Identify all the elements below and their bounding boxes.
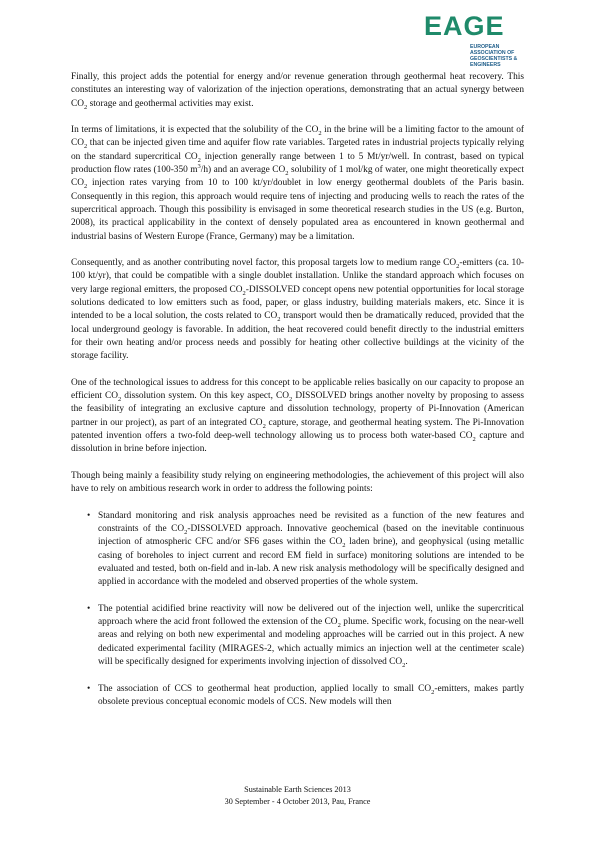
bullet-icon: •	[87, 510, 91, 521]
logo-line: ASSOCIATION OF	[470, 50, 515, 56]
logo-mark: EAGE	[424, 11, 505, 41]
paragraph: In terms of limitations, it is expected that the solubility of the $CO_2$ in the brine will be a limiting factor to the amount of $CO_2$ that can be injected given time and aquifer flow rate variables. Targeted rates in industrial projects typically relying on the standard supercritical $CO_2$ injection generally range between 1 to 5 Mt/yr/well. In contrast, based on typical production flow rates (100-350 $m^3/h$) and an average $CO_2$ solubility of 1 mol/kg of water, one might theoretically expect $CO_2$ injection rates varying from 10 to 100 kt/yr/doublet in low energy geothermal doublets of the Paris basin. Consequently in this region, this approach would require tens of injecting and producing wells to reach the rates of the supercritical approach. Though this possibility is envisaged in some theoretical research studies in the US (e.g. Burton, 2008), its practical applicability in the context of densely populated area as encountered in known geothermal and industrial basins of Western Europe (France, Germany) may be a limitation.	[71, 125, 524, 242]
footer-conference: Sustainable Earth Sciences 2013	[244, 785, 351, 794]
logo-line: ENGINEERS	[470, 62, 501, 68]
page-footer	[0, 784, 595, 807]
list-item: • The association of CCS to geothermal heat production, applied locally to small $CO_2$-emitters, makes partly obsolete previous conceptual economic models of CCS. New models will then	[87, 683, 524, 707]
list-item: • Standard monitoring and risk analysis approaches need be revisited as a function of the new features and constraints of the $CO_2$-DISSOLVED approach. Innovative geochemical (based on the inevitable continuous injection of atmospheric CFC and/or SF6 gases within the $CO_2$ laden brine), and geophysical (using metallic casing of boreholes to inject current and record EM field in surface) monitoring solutions are intended to be evaluated and tested, both on-field and in-lab. A new risk analysis methodology will be specifically designed and applied in accordance with the modeled and observed properties of the whole system.	[87, 510, 524, 588]
logo-line: GEOSCIENTISTS &	[470, 56, 518, 62]
list-item: • The potential acidified brine reactivity will now be delivered out of the injection well, unlike the supercritical approach where the acid front followed the extension of the $CO_2$ plume. Specific work, focusing on the near-well areas and relying on both new experimental and modeling approaches will be carried out in this project. A new dedicated experimental facility (MIRAGES-2, which actually mimics an injection well at the centimeter scale) will be specifically designed for experiments involving injection of dissolved $CO_2$.	[87, 603, 524, 669]
paragraph: Though being mainly a feasibility study relying on engineering methodologies, the achievement of this project will also have to rely on ambitious research work in order to address the following points:	[71, 470, 524, 495]
logo-subtitle	[470, 44, 528, 68]
eage-logo	[424, 12, 528, 68]
logo-line: EUROPEAN	[470, 44, 500, 50]
bullet-list	[71, 510, 524, 709]
bullet-icon: •	[87, 603, 91, 614]
bullet-icon: •	[87, 683, 91, 694]
footer-dates: 30 September - 4 October 2013, Pau, France	[224, 796, 371, 806]
paragraph: Finally, this project adds the potential for energy and/or revenue generation through geothermal heat recovery. This constitutes an interesting way of valorization of the injection operations, demonstrating that an actual synergy between $CO_2$ storage and geothermal activities may exist.	[71, 72, 524, 111]
paragraph: One of the technological issues to address for this concept to be applicable relies basically on our capacity to propose an efficient $CO_2$ dissolution system. On this key aspect, $CO_2$ DISSOLVED brings another novelty by proposing to assess the feasibility of integrating an exclusive capture and dissolution technology, property of Pi-Innovation (American partner in our project), as part of an integrated $CO_2$ capture, storage, and geothermal heating system. The Pi-Innovation patented invention offers a two-fold deep-well technology allowing us to process both water-based $CO_2$ capture and dissolution in brine before injection.	[71, 377, 525, 455]
paragraph: Consequently, and as another contributing novel factor, this proposal targets low to medium range $CO_2$-emitters (ca. 10-100 kt/yr), that could be compatible with a single doublet installation. Unlike the standard approach which focuses on very large regional emitters, the proposed $CO_2$-DISSOLVED concept opens new potential opportunities for local storage solutions dedicated to low emitters such as food, paper, or glass industry, building materials makers, etc. Since it is intended to be a local solution, the costs related to $CO_2$ transport would then be dramatically reduced, provided that the local underground geology is favorable. In addition, the heat recovered could benefit directly to the industrial emitters for their own heating and/or process needs and possibly for heating other collective buildings at the vicinity of the storage facility.	[71, 258, 524, 362]
body-text	[71, 71, 524, 723]
